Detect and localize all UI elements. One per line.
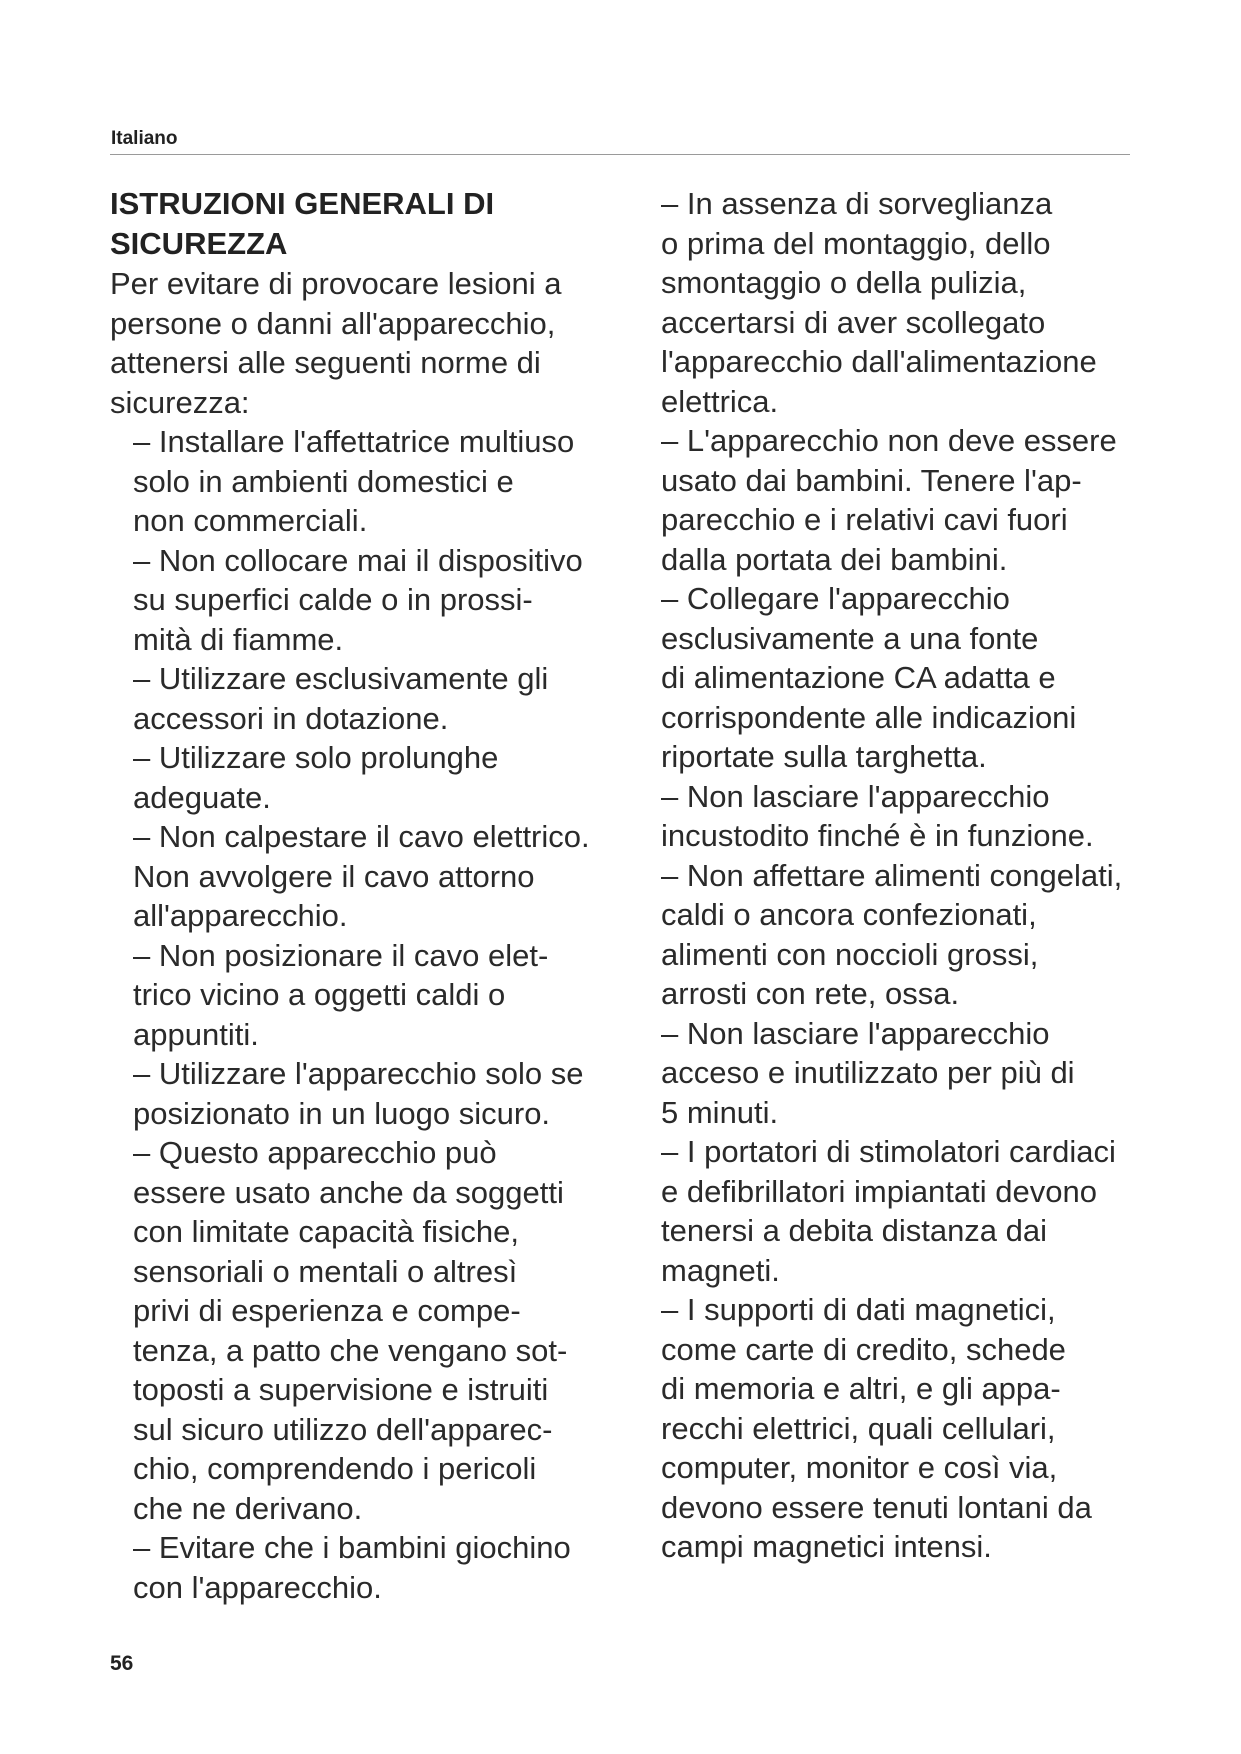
list-line: privi di esperienza e compe-	[133, 1293, 521, 1328]
list-line: – Utilizzare l'apparecchio solo se	[133, 1056, 584, 1091]
list-line: con limitate capacità fisiche,	[133, 1214, 519, 1249]
title-line: ISTRUZIONI GENERALI DI	[110, 186, 495, 221]
list-line: recchi elettrici, quali cellulari,	[661, 1410, 1056, 1446]
safety-list-left	[110, 422, 650, 1607]
intro-line: attenersi alle seguenti norme di	[110, 345, 541, 380]
list-line: appuntiti.	[133, 1016, 259, 1052]
list-line: accertarsi di aver scollegato	[661, 304, 1046, 340]
list-line: magneti.	[661, 1252, 780, 1288]
list-line: incustodito finché è in funzione.	[661, 818, 1094, 853]
list-line: usato dai bambini. Tenere l'ap-	[661, 462, 1082, 498]
list-line: trico vicino a oggetti caldi o	[133, 977, 506, 1012]
list-line: sul sicuro utilizzo dell'apparec-	[133, 1411, 553, 1447]
list-line: – I portatori di stimolatori cardiaci	[661, 1134, 1116, 1169]
list-line: l'apparecchio dall'alimentazione	[661, 344, 1097, 379]
intro-line: sicurezza:	[110, 384, 250, 420]
list-line: – Installare l'affettatrice multiuso	[133, 424, 575, 459]
header-divider	[110, 154, 1130, 155]
list-line: – Non collocare mai il dispositivo	[133, 542, 583, 578]
list-line: – Non lasciare l'apparecchio	[661, 778, 1050, 814]
list-line: esclusivamente a una fonte	[661, 620, 1039, 656]
list-line: Non avvolgere il cavo attorno	[133, 858, 535, 894]
list-line: – Utilizzare esclusivamente gli	[133, 661, 549, 696]
list-line: caldi o ancora confezionati,	[661, 897, 1037, 932]
section-title	[110, 184, 650, 264]
list-line: non commerciali.	[133, 503, 368, 538]
title-line: SICUREZZA	[110, 226, 288, 261]
list-line: toposti a supervisione e istruiti	[133, 1372, 549, 1407]
list-line: – Evitare che i bambini giochino	[133, 1530, 571, 1565]
list-line: dalla portata dei bambini.	[661, 541, 1008, 577]
list-line: di alimentazione CA adatta e	[661, 660, 1056, 695]
list-line: tenza, a patto che vengano sot-	[133, 1332, 568, 1368]
list-line: o prima del montaggio, dello	[661, 225, 1051, 261]
list-line: accessori in dotazione.	[133, 700, 449, 736]
list-line: che ne derivano.	[133, 1490, 363, 1526]
list-line: adeguate.	[133, 779, 271, 815]
list-line: – Collegare l'apparecchio	[661, 581, 1010, 616]
list-line: arrosti con rete, ossa.	[661, 976, 960, 1011]
list-line: riportate sulla targhetta.	[661, 739, 987, 774]
right-column	[661, 184, 1181, 1567]
list-line: elettrica.	[661, 383, 779, 419]
list-line: di memoria e altri, e gli appa-	[661, 1371, 1061, 1406]
list-line: parecchio e i relativi cavi fuori	[661, 502, 1068, 537]
list-line: – Non calpestare il cavo elettrico.	[133, 819, 590, 854]
list-line: essere usato anche da soggetti	[133, 1174, 564, 1210]
list-line: posizionato in un luogo sicuro.	[133, 1095, 551, 1131]
intro-line: Per evitare di provocare lesioni a	[110, 266, 562, 301]
language-label: Italiano	[111, 128, 178, 149]
intro-line: persone o danni all'apparecchio,	[110, 305, 556, 341]
list-line: smontaggio o della pulizia,	[661, 265, 1027, 300]
list-line: – Non affettare alimenti congelati,	[661, 857, 1123, 893]
list-line: computer, monitor e così via,	[661, 1450, 1058, 1485]
list-line: come carte di credito, schede	[661, 1331, 1066, 1367]
list-line: – L'apparecchio non deve essere	[661, 423, 1117, 458]
list-line: acceso e inutilizzato per più di	[661, 1055, 1075, 1090]
left-column	[110, 184, 650, 1607]
list-line: corrispondente alle indicazioni	[661, 699, 1077, 735]
list-line: chio, comprendendo i pericoli	[133, 1451, 537, 1486]
list-line: con l'apparecchio.	[133, 1569, 382, 1605]
list-line: – Questo apparecchio può	[133, 1135, 497, 1170]
intro-paragraph	[110, 264, 650, 422]
list-line: – Non lasciare l'apparecchio	[661, 1015, 1050, 1051]
list-line: all'apparecchio.	[133, 898, 348, 933]
list-line: sensoriali o mentali o altresì	[133, 1253, 518, 1289]
list-line: tenersi a debita distanza dai	[661, 1213, 1048, 1248]
list-line: – Non posizionare il cavo elet-	[133, 937, 549, 973]
list-line: solo in ambienti domestici e	[133, 463, 514, 499]
list-line: – In assenza di sorveglianza	[661, 186, 1053, 221]
list-line: e defibrillatori impiantati devono	[661, 1173, 1097, 1209]
page-number: 56	[110, 1652, 134, 1675]
list-line: – Utilizzare solo prolunghe	[133, 740, 499, 775]
list-line: 5 minuti.	[661, 1094, 779, 1130]
list-line: – I supporti di dati magnetici,	[661, 1292, 1056, 1327]
list-line: su superfici calde o in prossi-	[133, 582, 533, 617]
list-line: campi magnetici intensi.	[661, 1529, 992, 1564]
list-line: mità di fiamme.	[133, 621, 344, 657]
list-line: alimenti con noccioli grossi,	[661, 936, 1039, 972]
list-line: devono essere tenuti lontani da	[661, 1489, 1092, 1525]
